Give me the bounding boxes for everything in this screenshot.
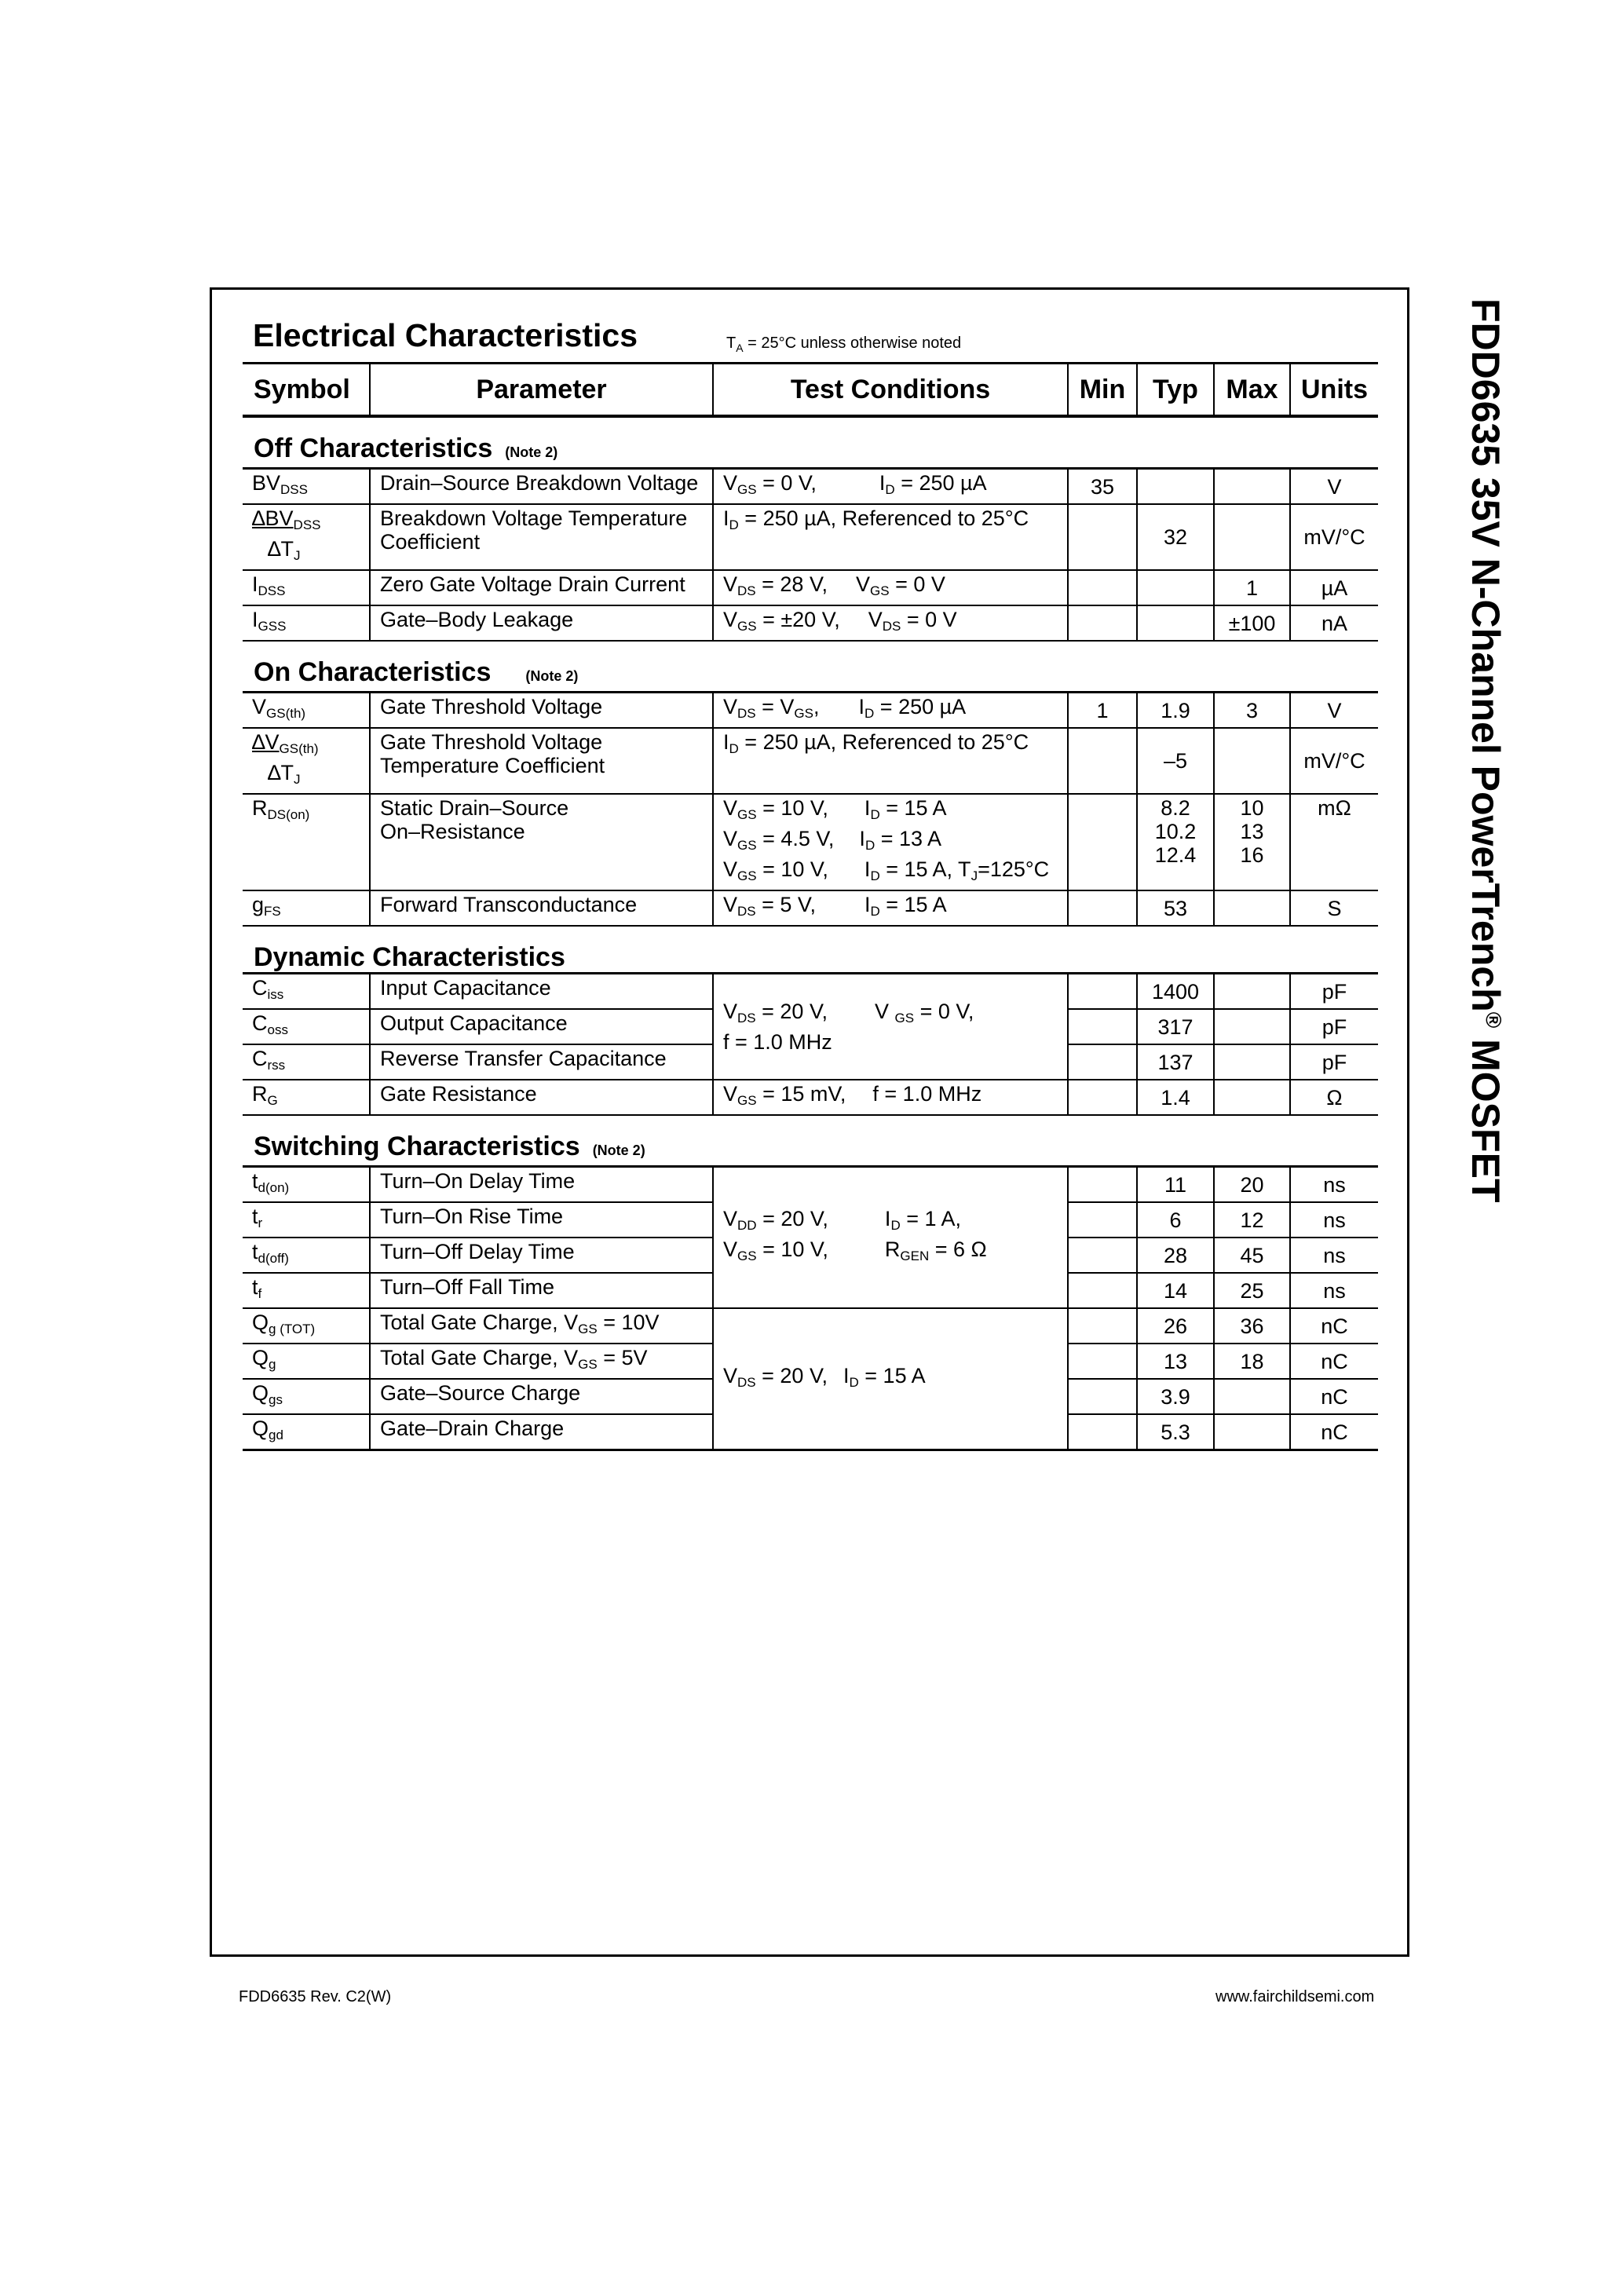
typ-cell: 5.3 [1137,1414,1214,1450]
max-cell [1214,1080,1290,1115]
max-cell [1214,1379,1290,1414]
symbol-cell: $R_G$ [243,1080,370,1115]
units-cell: ns [1290,1273,1378,1308]
units-cell: Ω [1290,1080,1378,1115]
header-units: Units [1290,364,1378,417]
min-cell [1068,1344,1137,1379]
section-note: (Note 2) [505,444,558,460]
parameter-cell: Input Capacitance [370,974,713,1010]
parameter-cell: Gate Threshold Voltage Temperature Coefficient [370,728,713,794]
max-cell: 25 [1214,1273,1290,1308]
symbol-cell: $R_{DS(on)}$ [243,794,370,890]
parameter-cell: Turn–On Delay Time [370,1167,713,1203]
typ-cell: 11 [1137,1167,1214,1203]
typ-cell: 1.4 [1137,1080,1214,1115]
units-cell: mV/°C [1290,728,1378,794]
min-cell [1068,1379,1137,1414]
min-cell [1068,1238,1137,1273]
section-title [243,926,1378,974]
parameter-cell: Zero Gate Voltage Drain Current [370,570,713,605]
min-cell [1068,794,1137,890]
symbol-cell: $Q_{g (TOT)}$ [243,1308,370,1344]
table-row [243,1308,1378,1344]
table-row [243,890,1378,926]
note-sub: A [736,342,744,354]
max-cell: 3 [1214,693,1290,729]
max-cell: 1 [1214,570,1290,605]
min-cell: 35 [1068,469,1137,505]
header-conditions: Test Conditions [713,364,1068,417]
min-cell [1068,1167,1137,1203]
max-cell: 45 [1214,1238,1290,1273]
typ-cell: 3.9 [1137,1379,1214,1414]
parameter-cell: Breakdown Voltage Temperature Coefficient [370,504,713,570]
section-row [243,926,1378,974]
parameter-cell: Static Drain–Source On–Resistance [370,794,713,890]
symbol-cell: $I_{DSS}$ [243,570,370,605]
parameter-cell: Gate–Drain Charge [370,1414,713,1450]
symbol-cell: $C_{oss}$ [243,1009,370,1044]
parameter-cell: Output Capacitance [370,1009,713,1044]
units-cell: ns [1290,1202,1378,1238]
symbol-cell: $t_{d(on)}$ [243,1167,370,1203]
symbol-cell: $Q_{gs}$ [243,1379,370,1414]
section-heading: Electrical Characteristics [253,317,638,353]
min-cell: 1 [1068,693,1137,729]
table-row [243,794,1378,890]
max-cell [1214,1044,1290,1080]
units-cell: mV/°C [1290,504,1378,570]
min-cell [1068,728,1137,794]
section-title-text: Switching Characteristics [254,1132,580,1161]
units-cell: V [1290,469,1378,505]
conditions-cell: $V_{DD} = 20$ V, $I_D = 1$ A, $V_{GS} = 10$ V, $R_{GEN} = 6$ Ω [713,1167,1068,1309]
units-cell: pF [1290,974,1378,1010]
units-cell: V [1290,693,1378,729]
min-cell [1068,605,1137,641]
parameter-cell: Total Gate Charge, $V_{GS} = 5V$ [370,1344,713,1379]
section-title-text: Dynamic Characteristics [254,942,565,972]
section-row [243,1115,1378,1167]
table-row [243,469,1378,505]
side-title-main: FDD6635 35V N-Channel PowerTrench [1464,298,1508,1012]
conditions-cell: $I_D = 250$ µA, Referenced to 25°C [713,504,1068,570]
typ-cell: 13 [1137,1344,1214,1379]
units-cell: ns [1290,1167,1378,1203]
max-cell: 20 [1214,1167,1290,1203]
note-suffix: = 25°C unless otherwise noted [743,335,962,352]
conditions-cell: $V_{DS} = V_{GS}$, $I_D = 250$ µA [713,693,1068,729]
min-cell [1068,1080,1137,1115]
typ-cell: 137 [1137,1044,1214,1080]
table-row [243,1080,1378,1115]
typ-cell: 1.9 [1137,693,1214,729]
min-cell [1068,1308,1137,1344]
parameter-cell: Turn–On Rise Time [370,1202,713,1238]
typ-cell: 1400 [1137,974,1214,1010]
max-cell [1214,1414,1290,1450]
side-title-tail: MOSFET [1464,1028,1508,1203]
conditions-cell: $V_{GS} = 10$ V, $I_D = 15$ A $V_{GS} = 4.5$ V, $I_D = 13$ A $V_{GS} = 10$ V, $I_D = 15$ A, $T_J=125^\circ C$ [713,794,1068,890]
header-min: Min [1068,364,1137,417]
units-cell: mΩ [1290,794,1378,890]
units-cell: nC [1290,1379,1378,1414]
symbol-cell: $t_{d(off)}$ [243,1238,370,1273]
header-symbol: Symbol [243,364,370,417]
conditions-cell: $V_{DS} = 28$ V, $V_{GS} = 0$ V [713,570,1068,605]
section-title [243,416,1378,469]
heading-note [726,335,961,354]
min-cell [1068,1202,1137,1238]
max-cell [1214,728,1290,794]
section-title-text: Off Characteristics [254,433,493,463]
parameter-cell: Reverse Transfer Capacitance [370,1044,713,1080]
typ-cell: 26 [1137,1308,1214,1344]
parameter-cell: Drain–Source Breakdown Voltage [370,469,713,505]
max-cell [1214,974,1290,1010]
section-note: (Note 2) [525,668,579,684]
table-row [243,504,1378,570]
footer-website: www.fairchildsemi.com [1215,1988,1375,2005]
parameter-cell: Turn–Off Fall Time [370,1273,713,1308]
symbol-cell: $BV_{DSS}$ [243,469,370,505]
parameter-cell: Gate–Body Leakage [370,605,713,641]
units-cell: pF [1290,1009,1378,1044]
parameter-cell: Turn–Off Delay Time [370,1238,713,1273]
typ-cell: 28 [1137,1238,1214,1273]
section-row [243,641,1378,693]
table-row [243,570,1378,605]
max-cell: ±100 [1214,605,1290,641]
units-cell: nA [1290,605,1378,641]
symbol-cell: $g_{FS}$ [243,890,370,926]
conditions-cell: $V_{DS} = 20$ V, $I_D = 15$ A [713,1308,1068,1450]
max-cell [1214,890,1290,926]
units-cell: ns [1290,1238,1378,1273]
parameter-cell: Gate–Source Charge [370,1379,713,1414]
min-cell [1068,1009,1137,1044]
min-cell [1068,1414,1137,1450]
header-max: Max [1214,364,1290,417]
parameter-cell: Forward Transconductance [370,890,713,926]
typ-cell: 317 [1137,1009,1214,1044]
units-cell: S [1290,890,1378,926]
header-parameter: Parameter [370,364,713,417]
min-cell [1068,570,1137,605]
max-cell: 10 13 16 [1214,794,1290,890]
table-header-row [243,364,1378,417]
symbol-cell: $Q_{gd}$ [243,1414,370,1450]
conditions-cell: $V_{DS} = 20$ V, V $_{GS}$ = 0 V, f = 1.0 MHz [713,974,1068,1080]
symbol-cell: $C_{iss}$ [243,974,370,1010]
units-cell: pF [1290,1044,1378,1080]
max-cell [1214,469,1290,505]
units-cell: nC [1290,1344,1378,1379]
typ-cell [1137,469,1214,505]
min-cell [1068,890,1137,926]
header-typ: Typ [1137,364,1214,417]
typ-cell: 14 [1137,1273,1214,1308]
symbol-cell: $t_r$ [243,1202,370,1238]
table-row [243,974,1378,1010]
conditions-cell: $V_{GS} = 0$ V, $I_D = 250$ µA [713,469,1068,505]
section-title-text: On Characteristics [254,657,492,687]
symbol-cell: $V_{GS(th)}$ [243,693,370,729]
section-title [243,641,1378,693]
symbol-cell: $t_f$ [243,1273,370,1308]
units-cell: nC [1290,1308,1378,1344]
conditions-cell: $I_D = 250$ µA, Referenced to 25°C [713,728,1068,794]
max-cell [1214,1009,1290,1044]
section-title [243,1115,1378,1167]
max-cell [1214,504,1290,570]
section-row [243,416,1378,469]
max-cell: 36 [1214,1308,1290,1344]
typ-cell: 6 [1137,1202,1214,1238]
conditions-cell: $V_{GS} = 15$ mV, f = 1.0 MHz [713,1080,1068,1115]
electrical-characteristics-table [243,362,1378,1451]
conditions-cell: $V_{GS} = \pm 20$ V, $V_{DS} = 0$ V [713,605,1068,641]
parameter-cell: Gate Threshold Voltage [370,693,713,729]
note-prefix: T [726,335,737,352]
conditions-cell: $V_{DS} = 5$ V, $I_D = 15$ A [713,890,1068,926]
min-cell [1068,1044,1137,1080]
typ-cell [1137,570,1214,605]
parameter-cell: Total Gate Charge, $V_{GS} = 10V$ [370,1308,713,1344]
section-note: (Note 2) [592,1143,645,1158]
min-cell [1068,504,1137,570]
units-cell: µA [1290,570,1378,605]
registered-mark: ® [1481,1011,1506,1029]
table-row [243,693,1378,729]
max-cell: 12 [1214,1202,1290,1238]
table-row [243,605,1378,641]
max-cell: 18 [1214,1344,1290,1379]
symbol-cell: $\Delta BV_{DSS}$ $\Delta T_J$ [243,504,370,570]
typ-cell [1137,605,1214,641]
typ-cell: 8.2 10.2 12.4 [1137,794,1214,890]
table-row [243,728,1378,794]
symbol-cell: $Q_g$ [243,1344,370,1379]
parameter-cell: Gate Resistance [370,1080,713,1115]
symbol-cell: $C_{rss}$ [243,1044,370,1080]
table-row [243,1167,1378,1203]
footer-revision: FDD6635 Rev. C2(W) [239,1988,392,2005]
symbol-cell: $\Delta V_{GS(th)}$ $\Delta T_J$ [243,728,370,794]
units-cell: nC [1290,1414,1378,1450]
symbol-cell: $I_{GSS}$ [243,605,370,641]
typ-cell: 53 [1137,890,1214,926]
typ-cell: 32 [1137,504,1214,570]
min-cell [1068,974,1137,1010]
typ-cell: –5 [1137,728,1214,794]
min-cell [1068,1273,1137,1308]
document-side-title [1454,298,1517,1203]
